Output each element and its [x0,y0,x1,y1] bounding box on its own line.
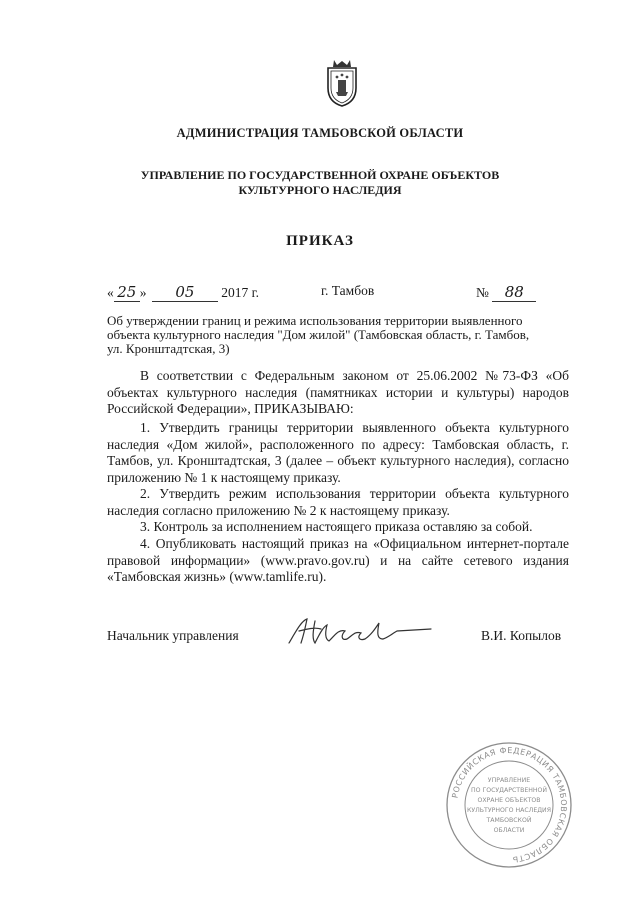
seal-line-4: КУЛЬТУРНОГО НАСЛЕДИЯ [466,807,552,814]
item-4 [107,536,569,586]
official-seal [444,740,574,870]
signatory-position: Начальник управления [107,628,239,643]
handwritten-signature [285,613,435,653]
item-4-text: 4. Опубликовать настоящий приказ на «Официальном интернет-портале правовой информации» (www.pravo.gov.ru) и на сайте сетевого издания «Тамбовская жизнь» (www.tamlife.ru). [107,536,569,584]
order-subject [107,314,567,356]
date-day: 25 [114,283,140,302]
document-type: ПРИКАЗ [286,233,354,249]
subject-line-2: объекта культурного наследия "Дом жилой" (Тамбовская область, г. Тамбов, [107,327,530,342]
date-year: 2017 г. [221,285,260,300]
signatory-name: В.И. Копылов [481,628,562,643]
seal-line-6: ОБЛАСТИ [493,827,525,834]
seal-ring-text: РОССИЙСКАЯ ФЕДЕРАЦИЯ ТАМБОВСКАЯ ОБЛАСТЬ [450,745,569,864]
item-2 [107,486,569,519]
quote-close: » [139,285,147,300]
item-2-text: 2. Утвердить режим использования территории объекта культурного наследия согласно приложению № 2 к настоящему приказу. [107,486,569,518]
body-intro [107,368,569,418]
city: г. Тамбов [321,283,375,298]
subject-line-1: Об утверждении границ и режима использования территории выявленного [107,313,523,328]
item-1-text: 1. Утвердить границы территории выявленного объекта культурного наследия «Дом жилой», расположенного по адресу: Тамбовская область, г. Тамбов, ул. Кронштадтская, 3 (далее – объект культурного наследия), согласно приложению № 1 к настоящему приказу. [107,420,569,485]
quote-open: « [107,285,114,300]
subject-line-3: ул. Кронштадтская, 3) [107,341,230,356]
number-sign: № [476,285,489,300]
administration-title: АДМИНИСТРАЦИЯ ТАМБОВСКОЙ ОБЛАСТИ [176,126,464,140]
svg-text:РОССИЙСКАЯ ФЕДЕРАЦИЯ ТАМБОВСКА [450,746,568,864]
item-3 [107,519,569,536]
coat-of-arms-icon [322,58,362,108]
order-number-field [476,283,536,302]
seal-line-2: ПО ГОСУДАРСТВЕННОЙ [470,787,548,794]
seal-line-3: ОХРАНЕ ОБЪЕКТОВ [477,797,541,804]
department-line-1: УПРАВЛЕНИЕ ПО ГОСУДАРСТВЕННОЙ ОХРАНЕ ОБЪЕКТОВ [140,168,500,182]
seal-line-1: УПРАВЛЕНИЕ [487,777,531,784]
intro-text: В соответствии с Федеральным законом от 25.06.2002 №73-ФЗ «Об объектах культурного наследия (памятниках истории и культуры) народов Российской Федерации», ПРИКАЗЫВАЮ: [107,368,569,416]
date-field [107,283,259,302]
item-3-text: 3. Контроль за исполнением настоящего приказа оставляю за собой. [140,519,533,534]
seal-line-5: ТАМБОВСКОЙ [486,817,532,824]
date-month: 05 [152,283,218,302]
order-number: 88 [492,283,536,302]
department-title [0,168,640,198]
item-1 [107,420,569,486]
department-line-2: КУЛЬТУРНОГО НАСЛЕДИЯ [238,183,402,197]
